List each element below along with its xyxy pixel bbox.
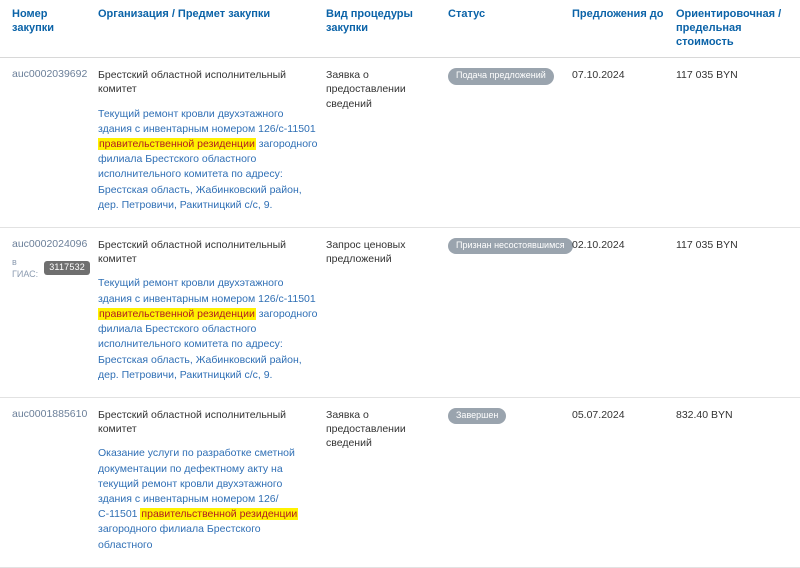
estimated-price: 117 035 BYN [676, 239, 738, 252]
gias-label: в ГИАС: [12, 256, 39, 279]
procedure-type: Заявка о предоставлении сведений [326, 69, 406, 110]
subject-text: Текущий ремонт кровли двухэтажного здания с инвентарным номером 126/с-11501 [98, 277, 316, 305]
procedure-type: Запрос ценовых предложений [326, 239, 406, 266]
organization-name: Брестский областной исполнительный комитет [98, 409, 287, 436]
table-header-row [0, 0, 800, 58]
cell-number [0, 398, 98, 568]
offers-until-date: 05.07.2024 [572, 409, 625, 421]
table-header [0, 0, 800, 58]
estimated-price: 117 035 BYN [676, 69, 738, 82]
column-header-number[interactable]: Номер закупки [0, 0, 98, 58]
cell-procedure [326, 398, 448, 568]
cell-number [0, 58, 98, 228]
gias-reference [12, 256, 90, 280]
cell-price [676, 58, 800, 228]
procurement-subject-link[interactable] [98, 107, 318, 214]
procurement-subject-link[interactable] [98, 446, 318, 553]
column-header-until[interactable]: Предложения до [572, 0, 676, 58]
column-header-status[interactable]: Статус [448, 0, 572, 58]
cell-status [448, 398, 572, 568]
cell-procedure [326, 58, 448, 228]
search-highlight: правительственной резиденции [141, 508, 298, 521]
procurement-subject-link[interactable] [98, 276, 318, 383]
column-header-price[interactable]: Ориентировочная / предельная стоимость [676, 0, 800, 58]
cell-organization [98, 398, 326, 568]
procurement-number-link[interactable]: auc0002024096 [12, 238, 88, 251]
table-row [0, 58, 800, 228]
cell-until-date [572, 398, 676, 568]
status-badge: Подача предложений [448, 68, 554, 84]
table-body [0, 58, 800, 568]
table-row [0, 398, 800, 568]
organization-name: Брестский областной исполнительный комитет [98, 69, 287, 96]
status-badge: Признан несостоявшимся [448, 238, 573, 254]
search-highlight: правительственной резиденции [99, 307, 255, 320]
subject-text: Текущий ремонт кровли двухэтажного здания с инвентарным номером 126/с-11501 [98, 107, 316, 135]
subject-text: загородного филиала Брестского областного [98, 523, 261, 551]
procedure-type: Заявка о предоставлении сведений [326, 409, 406, 450]
cell-status [448, 228, 572, 398]
cell-number [0, 228, 98, 398]
cell-organization [98, 228, 326, 398]
cell-price [676, 228, 800, 398]
estimated-price: 832.40 BYN [676, 409, 733, 421]
subject-text: загородного филиала Брестского областного исполнительного комитета по адресу: Брестская область, Жабинковский район, дер. Петровичи, Ракитницкий с/с, 9. [98, 138, 318, 211]
table-row [0, 228, 800, 398]
procurement-number-link[interactable]: auc0001885610 [12, 408, 88, 420]
subject-text: загородного филиала Брестского областного исполнительного комитета по адресу: Брестская область, Жабинковский район, дер. Петровичи, Ракитницкий с/с, 9. [98, 307, 318, 381]
cell-procedure [326, 228, 448, 398]
procurement-number-link[interactable]: auc0002039692 [12, 68, 88, 81]
offers-until-date: 07.10.2024 [572, 69, 625, 82]
cell-until-date [572, 228, 676, 398]
cell-status [448, 58, 572, 228]
cell-organization [98, 58, 326, 228]
status-badge: Завершен [448, 408, 506, 424]
offers-until-date: 02.10.2024 [572, 239, 625, 252]
subject-text: Оказание услуги по разработке сметной документации по дефектному акту на текущий ремонт кровли двухэтажного здания с инвентарным номером 126/С-11501 [98, 447, 295, 521]
cell-until-date [572, 58, 676, 228]
cell-price [676, 398, 800, 568]
column-header-organization[interactable]: Организация / Предмет закупки [98, 0, 326, 58]
gias-badge: 3117532 [44, 261, 90, 275]
column-header-procedure[interactable]: Вид процедуры закупки [326, 0, 448, 58]
search-highlight: правительственной резиденции [99, 138, 255, 151]
organization-name: Брестский областной исполнительный комитет [98, 239, 287, 266]
